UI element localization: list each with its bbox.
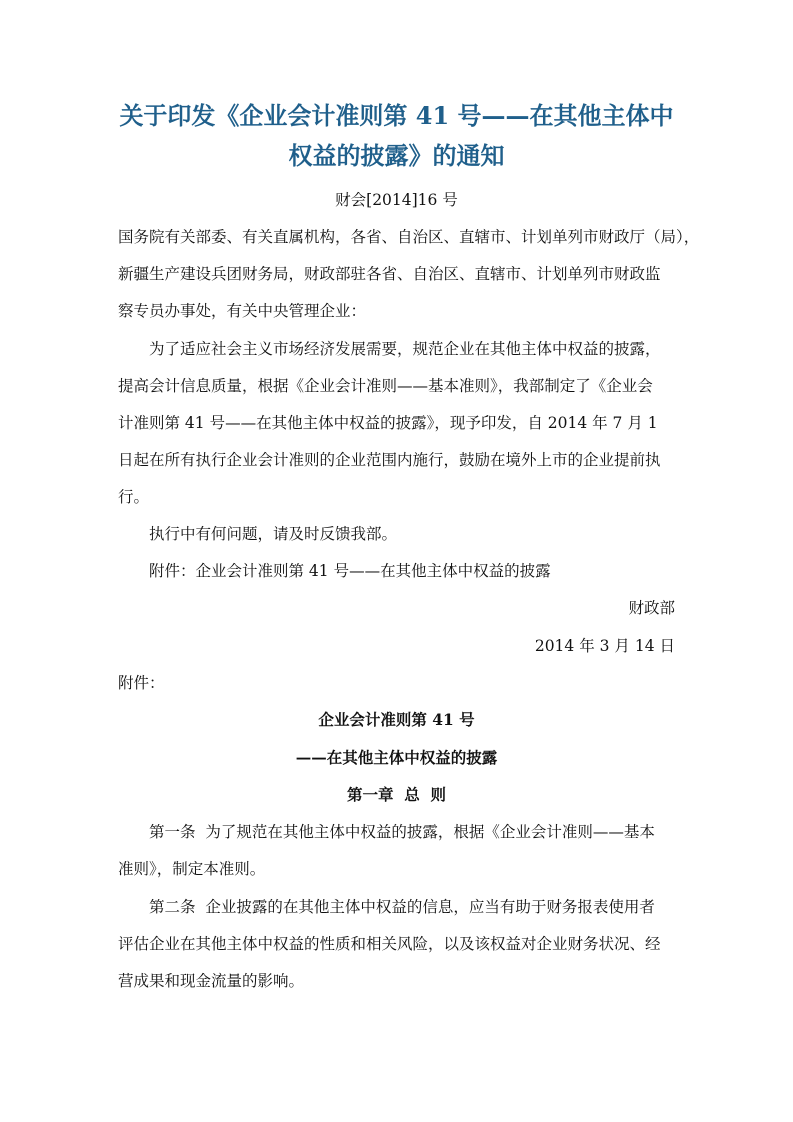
- attachment-label: 附件：: [118, 674, 165, 692]
- body-line: 日起在所有执行企业会计准则的企业范围内施行，鼓励在境外上市的企业提前执: [118, 451, 661, 469]
- body-line: 提高会计信息质量，根据《企业会计准则——基本准则》，我部制定了《企业会: [118, 377, 653, 395]
- title-line-2: 权益的披露》的通知: [288, 141, 505, 170]
- addressee-line: 国务院有关部委、有关直属机构，各省、自治区、直辖市、计划单列市财政厅（局），: [118, 228, 700, 246]
- signer: 财政部: [628, 599, 675, 617]
- body-line: 为了适应社会主义市场经济发展需要，规范企业在其他主体中权益的披露，: [149, 340, 661, 358]
- article-2-line: 营成果和现金流量的影响。: [118, 972, 305, 990]
- standard-subtitle: ——在其他主体中权益的披露: [295, 748, 498, 767]
- title-line-1: 关于印发《企业会计准则第 41 号——在其他主体中: [119, 101, 674, 130]
- article-2-line: 评估企业在其他主体中权益的性质和相关风险，以及该权益对企业财务状况、经: [118, 935, 661, 953]
- article-1-line: 第一条 为了规范在其他主体中权益的披露，根据《企业会计准则——基本: [149, 823, 655, 841]
- inquiry-paragraph: 执行中有何问题，请及时反馈我部。: [149, 525, 398, 543]
- body-line: 行。: [118, 488, 150, 506]
- article-1-line: 准则》，制定本准则。: [118, 860, 266, 878]
- chapter-title: 第一章 总 则: [346, 785, 447, 804]
- article-2-line: 第二条 企业披露的在其他主体中权益的信息，应当有助于财务报表使用者: [149, 898, 655, 916]
- body-line: 计准则第 41 号——在其他主体中权益的披露》，现予印发，自 2014 年 7 月 1: [118, 414, 658, 432]
- document-number: 财会[2014]16 号: [335, 191, 458, 209]
- notice-title: [110, 96, 683, 176]
- standard-title: 企业会计准则第 41 号: [318, 710, 475, 729]
- addressee-line: 新疆生产建设兵团财务局，财政部驻各省、自治区、直辖市、计划单列市财政监: [118, 265, 661, 283]
- addressee-line: 察专员办事处，有关中央管理企业：: [118, 302, 367, 320]
- issue-date: 2014 年 3 月 14 日: [534, 637, 675, 655]
- attachment-reference: 附件：企业会计准则第 41 号——在其他主体中权益的披露: [149, 562, 551, 580]
